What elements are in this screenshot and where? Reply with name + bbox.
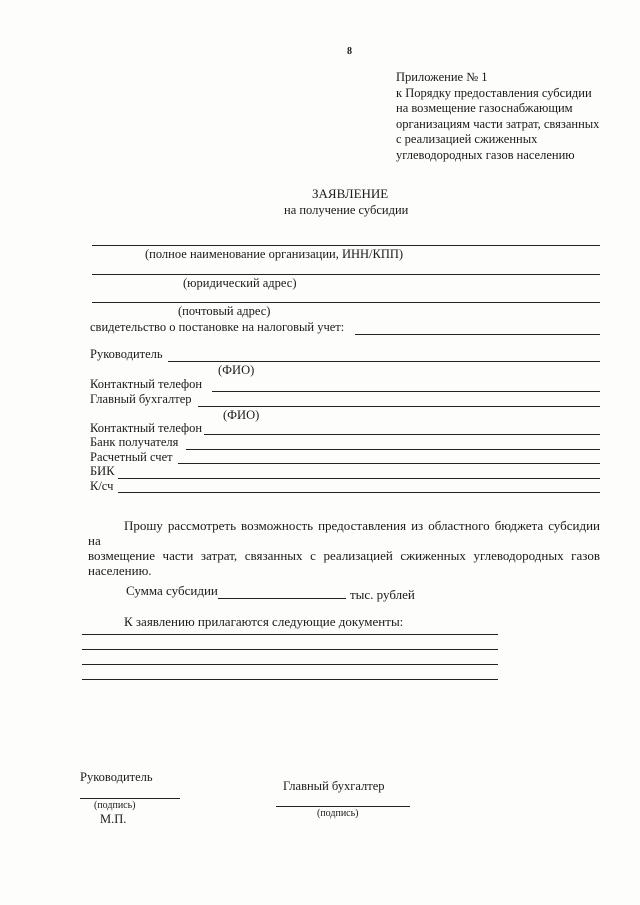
bik-label: БИК bbox=[90, 464, 115, 478]
appendix-line: организациям части затрат, связанных bbox=[396, 116, 600, 131]
fio-caption: (ФИО) bbox=[223, 408, 260, 422]
paragraph-line: возмещение части затрат, связанных с реализацией сжиженных углеводородных газов bbox=[88, 548, 600, 563]
appendix-line: углеводородных газов населению bbox=[396, 147, 575, 162]
page-number: 8 bbox=[347, 46, 352, 57]
postal-address-caption: (почтовый адрес) bbox=[178, 304, 271, 318]
head-signature-caption: (подпись) bbox=[94, 800, 136, 811]
paragraph-line: Прошу рассмотреть возможность предоставления из областного бюджета субсидии на bbox=[88, 518, 600, 548]
phone-label: Контактный телефон bbox=[90, 421, 203, 435]
fio-caption: (ФИО) bbox=[218, 363, 255, 377]
account-label: Расчетный счет bbox=[90, 450, 173, 464]
attachment-line[interactable] bbox=[82, 679, 498, 680]
legal-address-caption: (юридический адрес) bbox=[183, 276, 297, 290]
document-subtitle: на получение субсидии bbox=[284, 203, 409, 217]
attachment-line[interactable] bbox=[82, 649, 498, 650]
chief-accountant-label: Главный бухгалтер bbox=[90, 392, 192, 406]
tax-certificate-line[interactable] bbox=[355, 334, 600, 335]
phone-label: Контактный телефон bbox=[90, 377, 203, 391]
phone-line[interactable] bbox=[204, 434, 600, 435]
corr-account-label: К/сч bbox=[90, 479, 114, 493]
tax-certificate-label: свидетельство о постановке на налоговый учет: bbox=[90, 320, 345, 334]
head-signature-label: Руководитель bbox=[80, 770, 153, 784]
paragraph-line: населению. bbox=[88, 563, 152, 578]
appendix-line: Приложение № 1 bbox=[396, 70, 488, 84]
postal-address-line[interactable] bbox=[92, 302, 600, 303]
attachment-line[interactable] bbox=[82, 634, 498, 635]
accountant-signature-line[interactable] bbox=[276, 806, 410, 807]
chief-accountant-line[interactable] bbox=[198, 406, 600, 407]
bank-line[interactable] bbox=[186, 449, 600, 450]
subsidy-sum-unit: тыс. рублей bbox=[350, 587, 415, 602]
phone-line[interactable] bbox=[212, 391, 600, 392]
head-signature-line[interactable] bbox=[80, 798, 180, 799]
subsidy-sum-line[interactable] bbox=[218, 598, 346, 599]
appendix-line: с реализацией сжиженных bbox=[396, 132, 538, 147]
attachments-label: К заявлению прилагаются следующие документы: bbox=[124, 614, 404, 629]
attachment-line[interactable] bbox=[82, 664, 498, 665]
account-line[interactable] bbox=[178, 463, 600, 464]
accountant-signature-caption: (подпись) bbox=[317, 808, 359, 819]
org-name-caption: (полное наименование организации, ИНН/КПП) bbox=[145, 247, 404, 261]
appendix-line: на возмещение газоснабжающим bbox=[396, 101, 573, 116]
legal-address-line[interactable] bbox=[92, 274, 600, 275]
bik-line[interactable] bbox=[118, 478, 600, 479]
appendix-header bbox=[396, 70, 599, 164]
bank-label: Банк получателя bbox=[90, 435, 179, 449]
request-paragraph bbox=[88, 518, 600, 578]
head-line[interactable] bbox=[168, 361, 600, 362]
accountant-signature-label: Главный бухгалтер bbox=[283, 779, 385, 793]
stamp-label: М.П. bbox=[100, 812, 127, 826]
document-title: ЗАЯВЛЕНИЕ bbox=[312, 186, 389, 201]
subsidy-sum-label: Сумма субсидии bbox=[126, 583, 218, 598]
corr-account-line[interactable] bbox=[118, 492, 600, 493]
org-name-line[interactable] bbox=[92, 245, 600, 246]
appendix-line: к Порядку предоставления субсидии bbox=[396, 85, 592, 100]
head-label: Руководитель bbox=[90, 347, 163, 361]
